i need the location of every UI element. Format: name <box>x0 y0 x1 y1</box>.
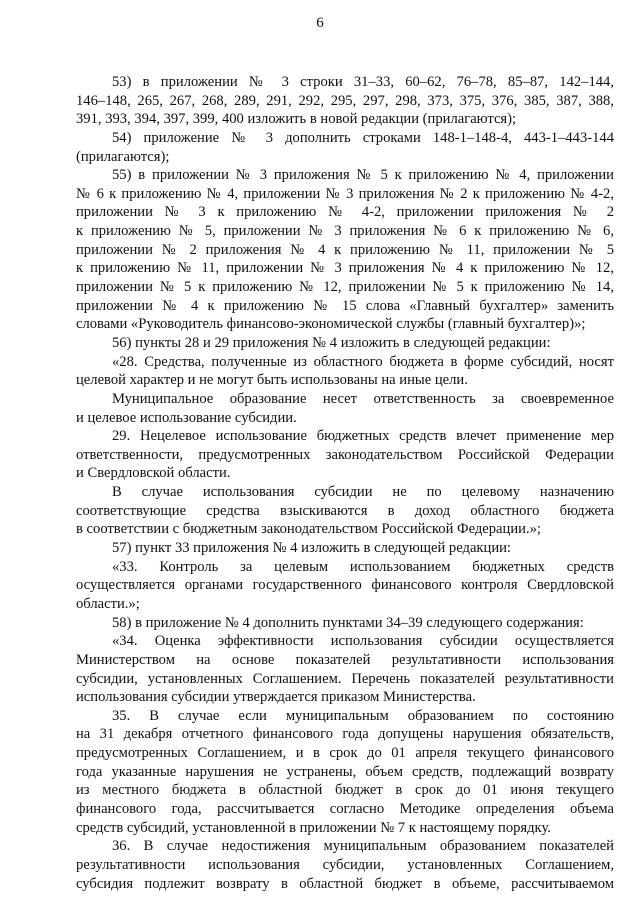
text-line: 35. В случае если муниципальным образованием по состоянию <box>112 707 614 724</box>
text-line: и целевое использование субсидии. <box>76 409 297 426</box>
text-line: субсидии, установленных Соглашением. Перечень показателей результативности <box>76 670 614 687</box>
text-line: 36. В случае недостижения муниципальным образованием показателей <box>112 838 614 855</box>
text-line: «28. Средства, полученные из областного бюджета в форме субсидий, носят <box>112 353 614 370</box>
text-line: «33. Контроль за целевым использованием бюджетных средств <box>112 558 614 575</box>
text-line: 58) в приложение № 4 дополнить пунктами 34–39 следующего содержания: <box>112 614 584 631</box>
text-line: соответствующие средства взыскиваются в доход областного бюджета <box>76 502 614 519</box>
text-line: В случае использования субсидии не по целевому назначению <box>112 484 614 501</box>
text-line: «34. Оценка эффективности использования субсидии осуществляется <box>112 633 614 650</box>
text-line: приложении № 2 приложения № 4 к приложению № 11, приложении № 5 <box>76 241 614 258</box>
text-line: Муниципальное образование несет ответственность за своевременное <box>112 390 614 407</box>
text-line: и Свердловской области. <box>76 465 231 482</box>
text-line: 391, 393, 394, 397, 399, 400 изложить в новой редакции (прилагаются); <box>76 111 517 128</box>
text-line: 146–148, 265, 267, 268, 289, 291, 292, 295, 297, 298, 373, 375, 376, 385, 387, 388, <box>76 92 614 109</box>
text-line: года указанные нарушения не устранены, объем средств, подлежащий возврату <box>76 763 614 780</box>
text-line: 57) пункт 33 приложения № 4 изложить в следующей редакции: <box>112 540 511 557</box>
text-line: предусмотренных Соглашением, и в срок до 01 апреля текущего финансового <box>76 745 614 762</box>
text-line: 53) в приложении № 3 строки 31–33, 60–62, 76–78, 85–87, 142–144, <box>112 74 614 90</box>
text-line: финансового года, рассчитывается согласно Методике определения объема <box>76 800 614 817</box>
page-number: 6 <box>316 15 324 31</box>
text-line: результативности использования субсидии, установленных Соглашением, <box>76 856 614 873</box>
text-line: 56) пункты 28 и 29 приложения № 4 изложить в следующей редакции: <box>112 334 551 351</box>
text-line: приложении № 4 к приложению № 15 слова «Главный бухгалтер» заменить <box>76 297 614 314</box>
text-line: субсидия подлежит возврату в областной бюджет в объеме, рассчитываемом <box>76 875 614 892</box>
text-line: использования субсидии утверждается приказом Министерства. <box>76 689 476 706</box>
text-line: ответственности, предусмотренных законодательством Российской Федерации <box>76 446 614 463</box>
text-line: Министерством на основе показателей результативности использования <box>76 651 614 668</box>
text-line: 55) в приложении № 3 приложения № 5 к приложению № 4, приложении <box>112 167 614 184</box>
text-line: в соответствии с бюджетным законодательством Российской Федерации.»; <box>76 521 541 538</box>
text-line: 54) приложение № 3 дополнить строками 148-1–148-4, 443-1–443-144 <box>112 129 614 146</box>
text-line: словами «Руководитель финансово-экономической службы (главный бухгалтер)»; <box>76 316 586 333</box>
text-line: приложении № 3 к приложению № 4-2, приложении приложения № 2 <box>76 204 614 221</box>
text-line: 29. Нецелевое использование бюджетных средств влечет применение мер <box>112 428 614 445</box>
text-line: целевой характер и не могут быть использованы на иные цели. <box>76 372 468 389</box>
text-line: средств субсидий, установленной в приложении № 7 к настоящему порядку. <box>76 819 551 836</box>
text-line: (прилагаются); <box>76 148 170 165</box>
text-line: осуществляется органами государственного финансового контроля Свердловской <box>76 577 614 594</box>
text-line: к приложению № 5, приложении № 3 приложения № 6 к приложению № 6, <box>76 223 614 240</box>
document-body <box>76 73 614 893</box>
text-line: на 31 декабря отчетного финансового года допущены нарушения обязательств, <box>76 726 614 743</box>
text-line: к приложению № 11, приложении № 3 приложения № 4 к приложению № 12, <box>76 260 614 277</box>
text-line: области.»; <box>76 595 140 612</box>
text-line: из местного бюджета в областной бюджет в срок до 01 июня текущего <box>76 782 614 799</box>
text-line: № 6 к приложению № 4, приложении № 3 приложения № 2 к приложению № 4-2, <box>76 185 614 202</box>
text-line: приложении № 5 к приложению № 12, приложении № 5 к приложению № 14, <box>76 279 614 296</box>
